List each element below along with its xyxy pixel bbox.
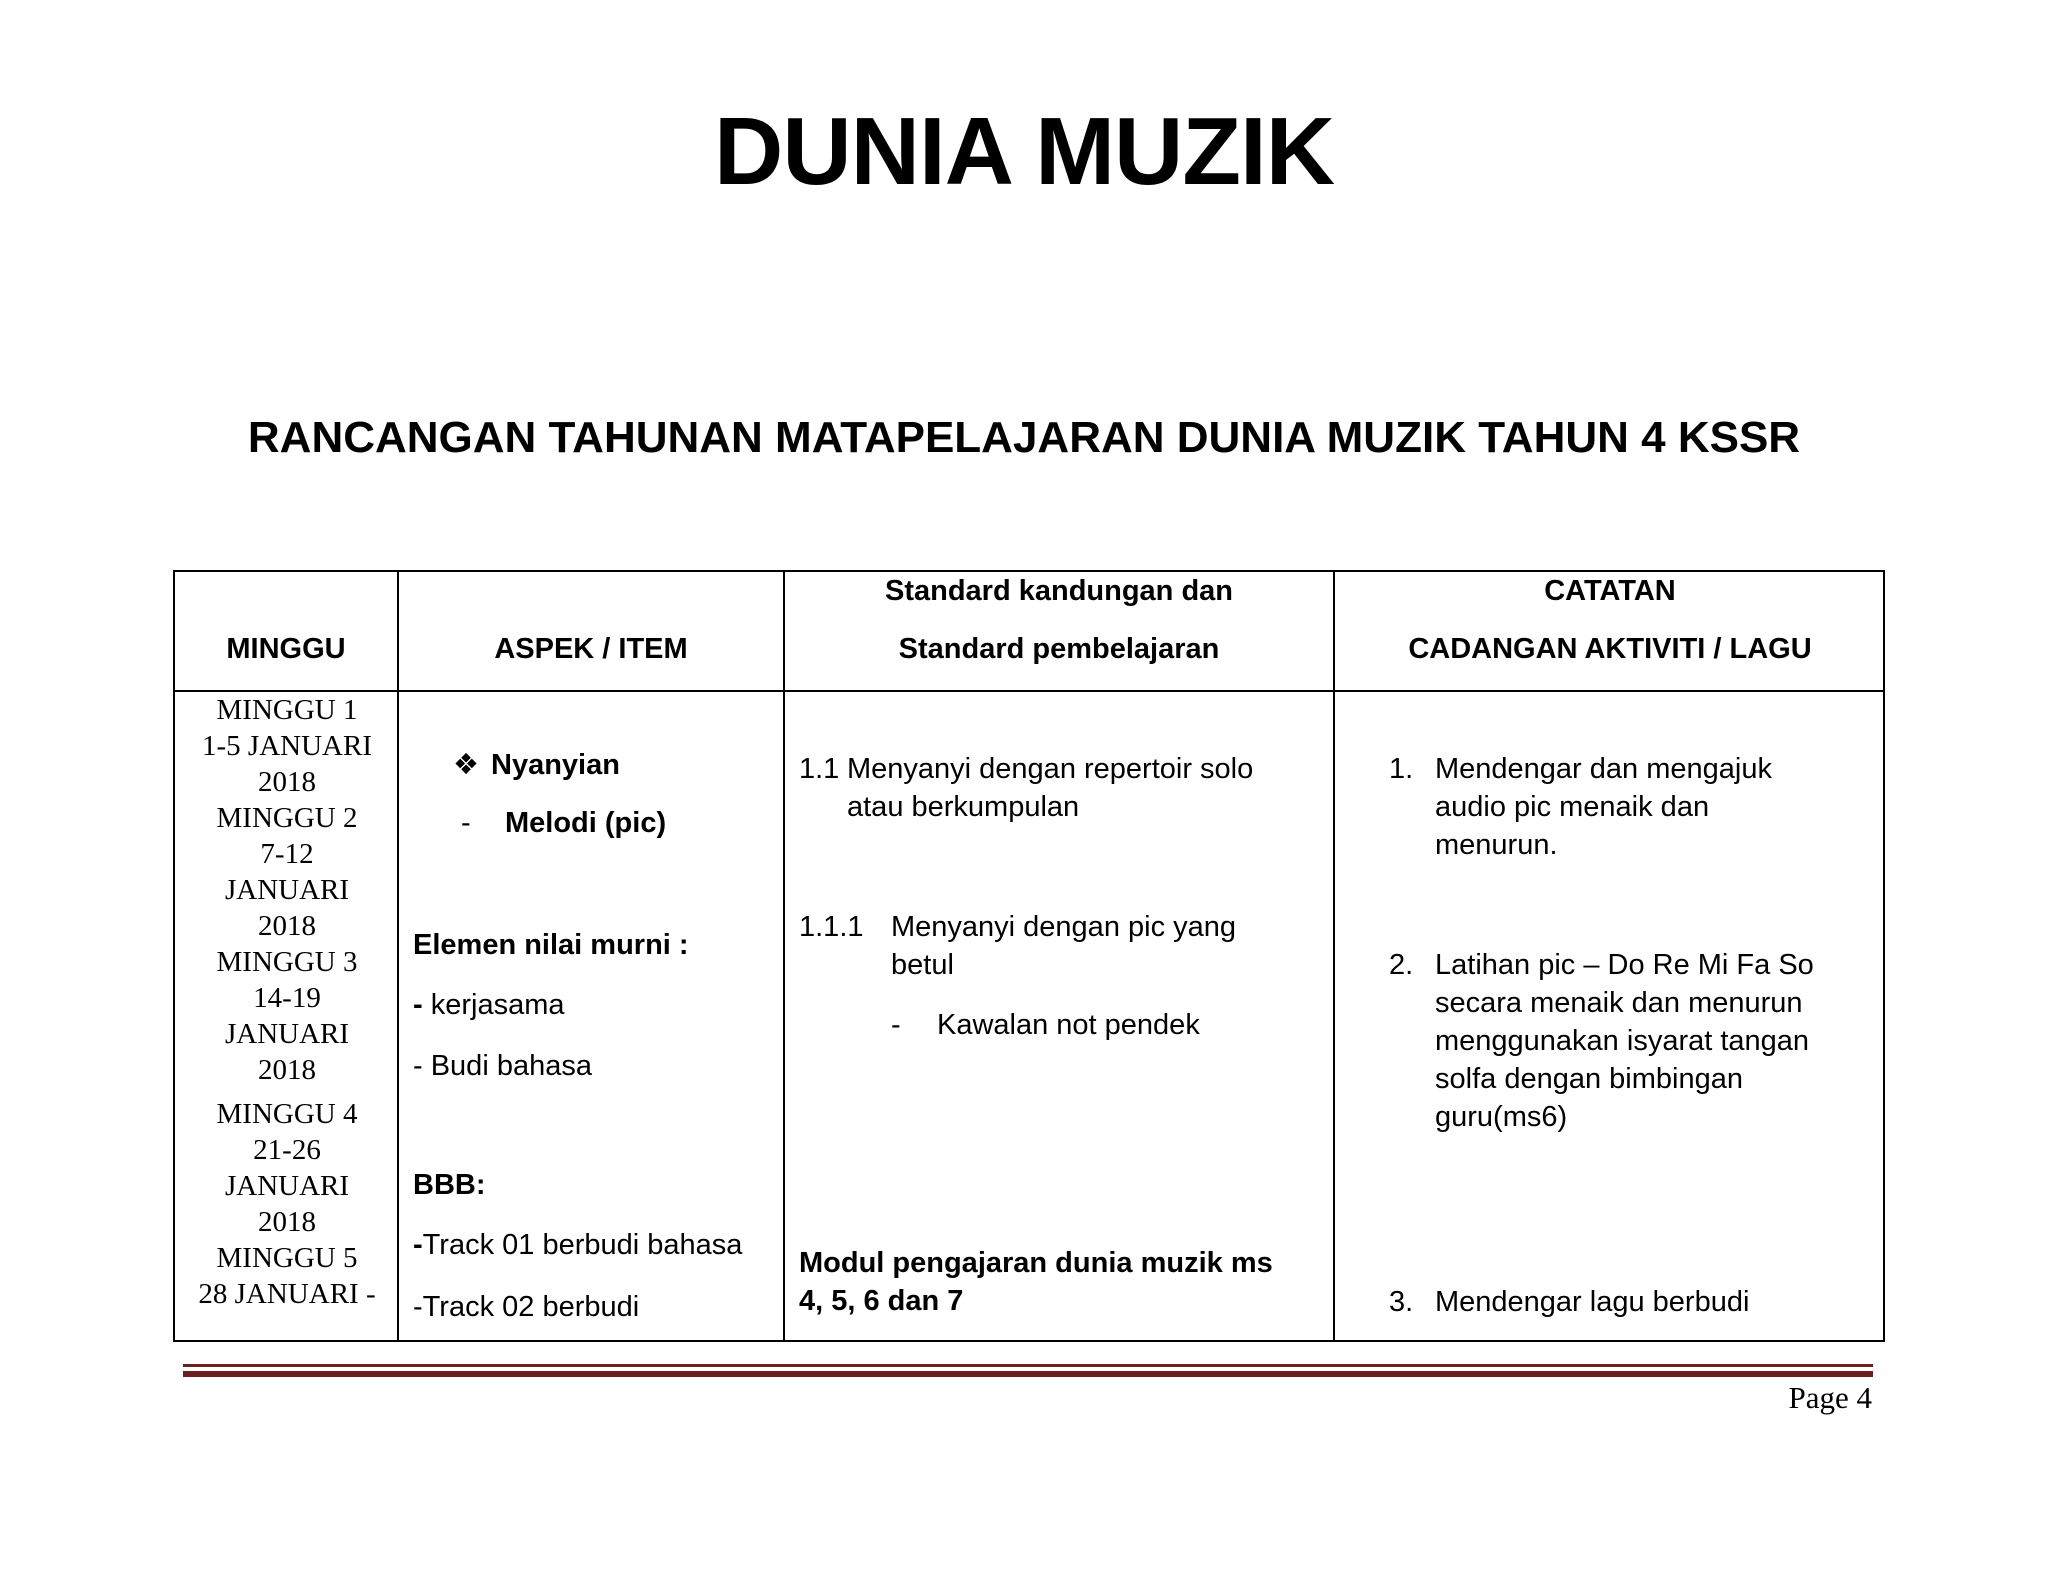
- column-divider: [783, 572, 785, 1340]
- minggu-line: 2018: [258, 1054, 316, 1086]
- budi-bahasa-item: - Budi bahasa: [413, 1050, 592, 1082]
- minggu-line: MINGGU 5: [216, 1242, 358, 1274]
- minggu-line: 2018: [258, 766, 316, 798]
- minggu-line: 1-5 JANUARI: [202, 730, 372, 762]
- track-01-item: -Track 01 berbudi bahasa: [413, 1229, 743, 1261]
- minggu-line: MINGGU 4: [216, 1098, 358, 1130]
- header-minggu: MINGGU: [226, 633, 346, 665]
- nyanyian-item: ❖ Nyanyian: [453, 746, 620, 784]
- bbb-heading: BBB:: [413, 1169, 486, 1201]
- standard-1-1-1: 1.1.1 Menyanyi dengan pic yang betul: [799, 911, 1237, 981]
- footer-rule: [183, 1371, 1873, 1377]
- minggu-line: 28 JANUARI -: [198, 1278, 376, 1310]
- elemen-heading: Elemen nilai murni :: [413, 929, 689, 961]
- header-standard-line2: Standard pembelajaran: [898, 633, 1220, 665]
- diamond-bullet-icon: ❖: [453, 749, 479, 781]
- minggu-line: MINGGU 1: [216, 694, 358, 726]
- minggu-line: 14-19: [253, 982, 321, 1014]
- standard-1-1: 1.1 Menyanyi dengan repertoir solo atau berkumpulan: [799, 753, 1254, 823]
- kerjasama-item: - kerjasama: [413, 989, 565, 1021]
- minggu-line: 2018: [258, 910, 316, 942]
- minggu-line: 7-12: [260, 838, 314, 870]
- document-subtitle: RANCANGAN TAHUNAN MATAPELAJARAN DUNIA MUZIK TAHUN 4 KSSR: [247, 413, 1801, 462]
- header-aspek: ASPEK / ITEM: [494, 633, 688, 665]
- activity-1: 1. Mendengar dan mengajuk audio pic menaik dan menurun.: [1389, 753, 1772, 861]
- column-divider: [1333, 572, 1335, 1340]
- minggu-line: JANUARI: [224, 1170, 350, 1202]
- activity-2: 2. Latihan pic – Do Re Mi Fa So secara menaik dan menurun menggunakan isyarat tangan solfa dengan bimbingan guru(ms6): [1389, 949, 1814, 1133]
- header-catatan-line1: CATATAN: [1544, 575, 1676, 607]
- modul-reference: Modul pengajaran dunia muzik ms 4, 5, 6 dan 7: [799, 1247, 1273, 1317]
- track-02-item: -Track 02 berbudi: [413, 1291, 640, 1323]
- header-standard-line1: Standard kandungan dan: [884, 575, 1234, 607]
- minggu-line: MINGGU 3: [216, 946, 358, 978]
- melodi-item: - Melodi (pic): [461, 807, 667, 839]
- plan-table: [173, 570, 1885, 1342]
- header-divider: [175, 690, 1883, 692]
- header-catatan-line2: CADANGAN AKTIVITI / LAGU: [1408, 633, 1812, 665]
- minggu-line: JANUARI: [224, 874, 350, 906]
- minggu-line: MINGGU 2: [216, 802, 358, 834]
- minggu-line: 2018: [258, 1206, 316, 1238]
- activity-3: 3. Mendengar lagu berbudi: [1389, 1286, 1750, 1318]
- minggu-line: JANUARI: [224, 1018, 350, 1050]
- footer-rule: [183, 1364, 1873, 1367]
- kawalan-not-item: - Kawalan not pendek: [891, 1009, 1200, 1041]
- document-title: DUNIA MUZIK: [713, 98, 1335, 205]
- page-number: Page 4: [1788, 1380, 1872, 1415]
- minggu-line: 21-26: [253, 1134, 321, 1166]
- minggu-column: [175, 692, 399, 1342]
